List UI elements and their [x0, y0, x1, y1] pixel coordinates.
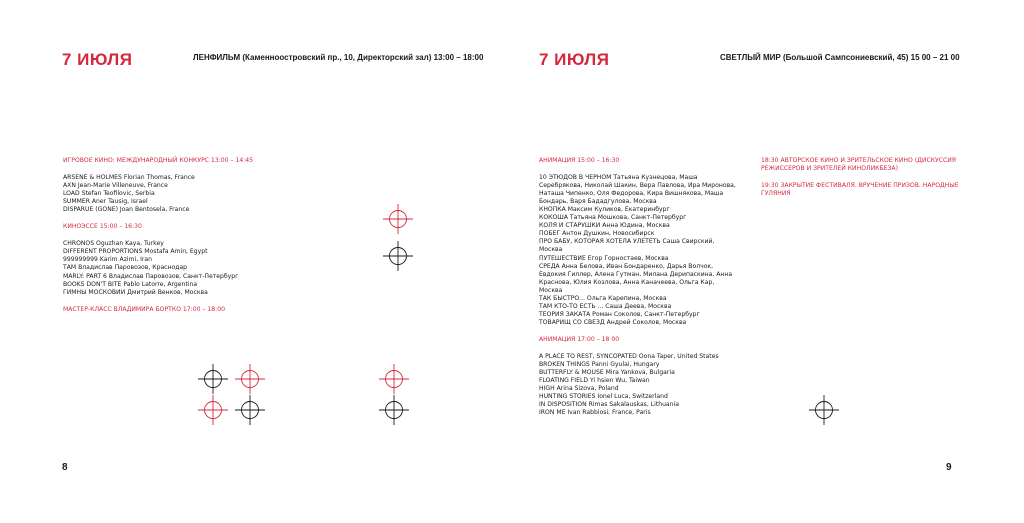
- film-item: ТЕОРИЯ ЗАКАТА Роман Соколов, Санкт-Петербург: [539, 310, 700, 318]
- film-item: КНОПКА Максим Куликов, Екатеринбург: [539, 206, 670, 214]
- page-number: 8: [62, 462, 68, 473]
- evening-events: [761, 157, 966, 207]
- film-item: BROKEN THINGS Panni Gyulai, Hungary: [539, 361, 660, 369]
- film-item: IN DISPOSITION Rimas Sakalauskas, Lithuania: [539, 401, 679, 409]
- film-item: ТАМ Владислав Паровозов, Краснодар: [63, 264, 188, 272]
- film-item: ТАМ КТО-ТО ЕСТЬ ... Саша Деева, Москва: [539, 302, 672, 310]
- crosshair-icon: [235, 395, 265, 425]
- event-note: 18:30 АВТОРСКОЕ КИНО И ЗРИТЕЛЬСКОЕ КИНО (ДИСКУССИЯ РЕЖИССЕРОВ И ЗРИТЕЛЕЙ КИНОЛИКБЕЗА): [761, 157, 957, 173]
- section-title: АНИМАЦИЯ 15:00 – 16:30: [539, 157, 620, 164]
- film-item: КОЛЯ И СТАРУШКИ Анна Юдина, Москва: [539, 222, 670, 230]
- film-item: DISPARUE (GONE) Joan Bentosela, France: [63, 206, 190, 214]
- film-item: ГИМНЫ МОСКОВИИ Дмитрий Венков, Москва: [63, 288, 208, 296]
- crosshair-icon: [383, 204, 413, 234]
- venue-heading: СВЕТЛЫЙ МИР (Большой Сампсониевский, 45) 15 00 – 21 00: [720, 53, 960, 62]
- film-list: [539, 174, 739, 327]
- film-item: КОКОША Татьяна Мошкова, Санкт-Петербург: [539, 214, 687, 222]
- film-item: IRON ME Ivan Rabbiosi, France, Paris: [539, 409, 651, 417]
- film-item: FLOATING FIELD Yi hsien Wu, Taiwan: [539, 377, 650, 385]
- film-item: HUNTING STORIES Ionel Luca, Switzerland: [539, 393, 668, 401]
- section-title: ИГРОВОЕ КИНО: МЕЖДУНАРОДНЫЙ КОНКУРС 13:00 – 14:45: [63, 157, 254, 164]
- film-item: HIGH Arina Sizova, Poland: [539, 385, 619, 393]
- section-title: МАСТЕР-КЛАСС ВЛАДИМИРА БОРТКО 17:00 – 18:00: [63, 305, 225, 313]
- crosshair-icon: [809, 395, 839, 425]
- film-list: [63, 240, 313, 296]
- film-item: 999999999 Karim Azimi, Iran: [63, 256, 152, 264]
- section-title: КИНОЭССЕ 15:00 – 16:30: [63, 223, 142, 231]
- film-list: [63, 174, 313, 214]
- film-item: ARSENE & HOLMES Florian Thomas, France: [63, 174, 195, 182]
- film-item: A PLACE TO REST, SYNCOPATED Oona Taper, United States: [539, 352, 719, 360]
- right-page: [512, 0, 1024, 523]
- film-item: BUTTERFLY & MOUSE Mira Yankova, Bulgaria: [539, 369, 675, 377]
- film-item: DIFFERENT PROPORTIONS Mostafa Amin, Egypt: [63, 248, 208, 256]
- film-list: [539, 353, 739, 417]
- film-item: ПОБЕГ Антон Душкин, Новосибирск: [539, 230, 655, 238]
- film-item: MARLY: PART 6 Владислав Паровозов, Санкт-Петербург: [63, 272, 239, 280]
- film-item: ТАК БЫСТРО... Ольга Карепина, Москва: [539, 294, 667, 302]
- film-item: BOOKS DON'T BITE Pablo Latorre, Argentina: [63, 280, 198, 288]
- film-item: СРЕДА Анна Белова, Иван Бондаренко, Дарья Волчок, Евдокия Гиллер, Алена Гутман, Милана Дерипаскина, Анна Краснова, Юлия Козлова, Анна Каначеева, Ольга Кар, Москва: [539, 262, 733, 294]
- page-date: 7 ИЮЛЯ: [539, 50, 610, 69]
- crosshair-icon: [198, 364, 228, 394]
- film-item: LOAD Stefan Teofilovic, Serbia: [63, 190, 155, 198]
- program-block: [63, 157, 313, 323]
- page-number: 9: [946, 462, 952, 473]
- crosshair-icon: [198, 395, 228, 425]
- section-title: АНИМАЦИЯ 17:00 – 18 00: [539, 335, 620, 343]
- film-item: CHRONOS Oguzhan Kaya, Turkey: [63, 240, 164, 248]
- crosshair-icon: [235, 364, 265, 394]
- crosshair-icon: [383, 241, 413, 271]
- event-note: 19:30 ЗАКРЫТИЕ ФЕСТИВАЛЯ. ВРУЧЕНИЕ ПРИЗОВ. НАРОДНЫЕ ГУЛЯНИЯ: [761, 182, 959, 198]
- venue-heading: ЛЕНФИЛЬМ (Каменноостровский пр., 10, Директорский зал) 13:00 – 18:00: [193, 53, 484, 62]
- page-date: 7 ИЮЛЯ: [62, 50, 133, 69]
- film-item: ПРО БАБУ, КОТОРАЯ ХОТЕЛА УЛЕТЕТЬ Саша Свирский, Москва: [539, 238, 715, 254]
- crosshair-icon: [379, 364, 409, 394]
- film-item: AXN Jean-Marie Villeneuve, France: [63, 182, 168, 190]
- film-item: ПУТЕШЕСТВИЕ Егор Горностаев, Москва: [539, 254, 669, 262]
- film-item: SUMMER Aner Tausig, Israel: [63, 198, 148, 206]
- crosshair-icon: [379, 395, 409, 425]
- film-item: ТОВАРИЩ СО СВЕЗД Андрей Соколов, Москва: [539, 318, 687, 326]
- film-item: 10 ЭТЮДОВ В ЧЕРНОМ Татьяна Кузнецова, Маша Серебрякова, Николай Шакин, Вера Павлова, Ира Миронова, Наташа Чипенко, Оля Федорова, Кира Вишнякова, Маша Бондарь, Варя Бададгулова, Москва: [539, 174, 736, 206]
- program-block: [539, 157, 739, 426]
